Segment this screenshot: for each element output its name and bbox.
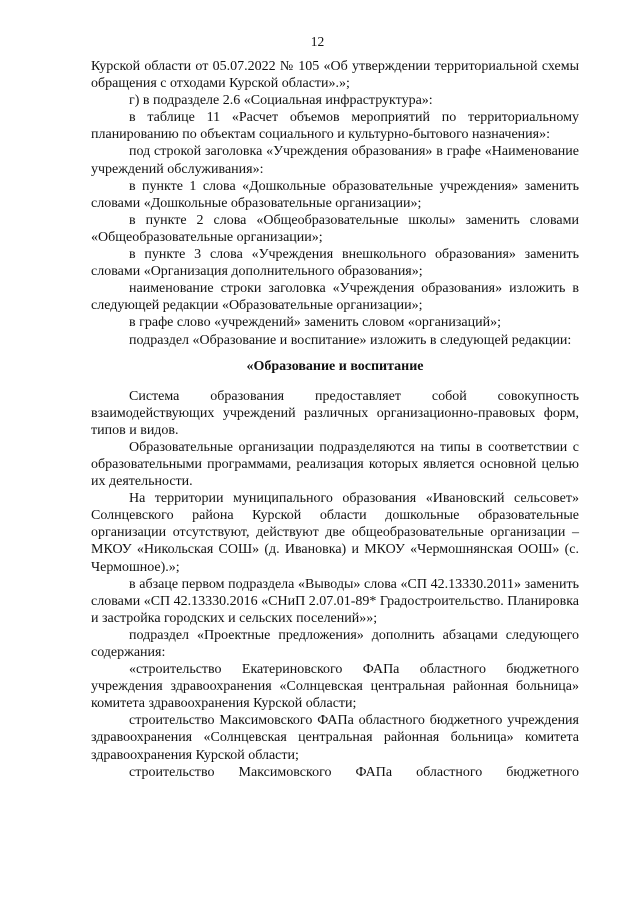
paragraph-group-top (91, 58, 579, 349)
paragraph: г) в подразделе 2.6 «Социальная инфраструктура»: (129, 93, 433, 109)
paragraph: Курской области от 05.07.2022 № 105 «Об утверждении территориальной схемы обращения с отходами Курской области».»; (91, 59, 579, 92)
paragraph: наименование строки заголовка «Учреждения образования» изложить в следующей редакции «Образовательные организации»; (91, 281, 579, 314)
paragraph: в пункте 3 слова «Учреждения внешкольного образования» заменить словами «Организация дополнительного образования»; (91, 247, 579, 280)
paragraph: строительство Максимовского ФАПа областного бюджетного учреждения здравоохранения «Солнцевская центральная районная больница» комитета здравоохранения Курской области; (91, 713, 579, 763)
paragraph: подраздел «Проектные предложения» дополнить абзацами следующего содержания: (91, 627, 579, 660)
paragraph: Образовательные организации подразделяются на типы в соответствии с образовательными программами, реализация которых является основной целью их деятельности. (91, 439, 579, 490)
paragraph: в графе слово «учреждений» заменить словом «организаций»; (129, 315, 501, 331)
page-number: 12 (310, 34, 325, 49)
paragraph: под строкой заголовка «Учреждения образования» в графе «Наименование учреждений обслуживания»: (91, 144, 579, 177)
paragraph-group-bottom (91, 388, 579, 781)
paragraph: подраздел «Образование и воспитание» изложить в следующей редакции: (129, 332, 572, 348)
section-heading: «Образование и воспитание (246, 358, 424, 374)
paragraph: в таблице 11 «Расчет объемов мероприятий по территориальному планированию по объектам социального и культурно-бытового назначения»: (91, 110, 579, 143)
paragraph: строительство Максимовского ФАПа областного бюджетного (129, 764, 579, 780)
paragraph: «строительство Екатериновского ФАПа областного бюджетного учреждения здравоохранения «Солнцевская центральная районная больница» комитета здравоохранения Курской области; (91, 662, 579, 712)
paragraph: в пункте 2 слова «Общеобразовательные школы» заменить словами «Общеобразовательные организации»; (91, 212, 579, 245)
paragraph: в абзаце первом подраздела «Выводы» слова «СП 42.13330.2011» заменить словами «СП 42.13330.2016 «СНиП 2.07.01-89* Градостроительство. Планировка и застройка городских и сельских поселений»»; (91, 576, 580, 626)
document-body (91, 58, 579, 781)
paragraph: в пункте 1 слова «Дошкольные образовательные учреждения» заменить словами «Дошкольные образовательные организации»; (91, 178, 579, 211)
paragraph: Система образования предоставляет собой совокупность взаимодействующих учреждений различных организационно-правовых форм, типов и видов. (91, 388, 579, 438)
paragraph: На территории муниципального образования «Ивановский сельсовет» Солнцевского района Курской области дошкольные образовательные организации отсутствуют, действуют две общеобразовательные организации – МКОУ «Никольская СОШ» (д. Ивановка) и МКОУ «Чермошнянская ООШ» (с. Чермошное).»; (91, 491, 579, 575)
